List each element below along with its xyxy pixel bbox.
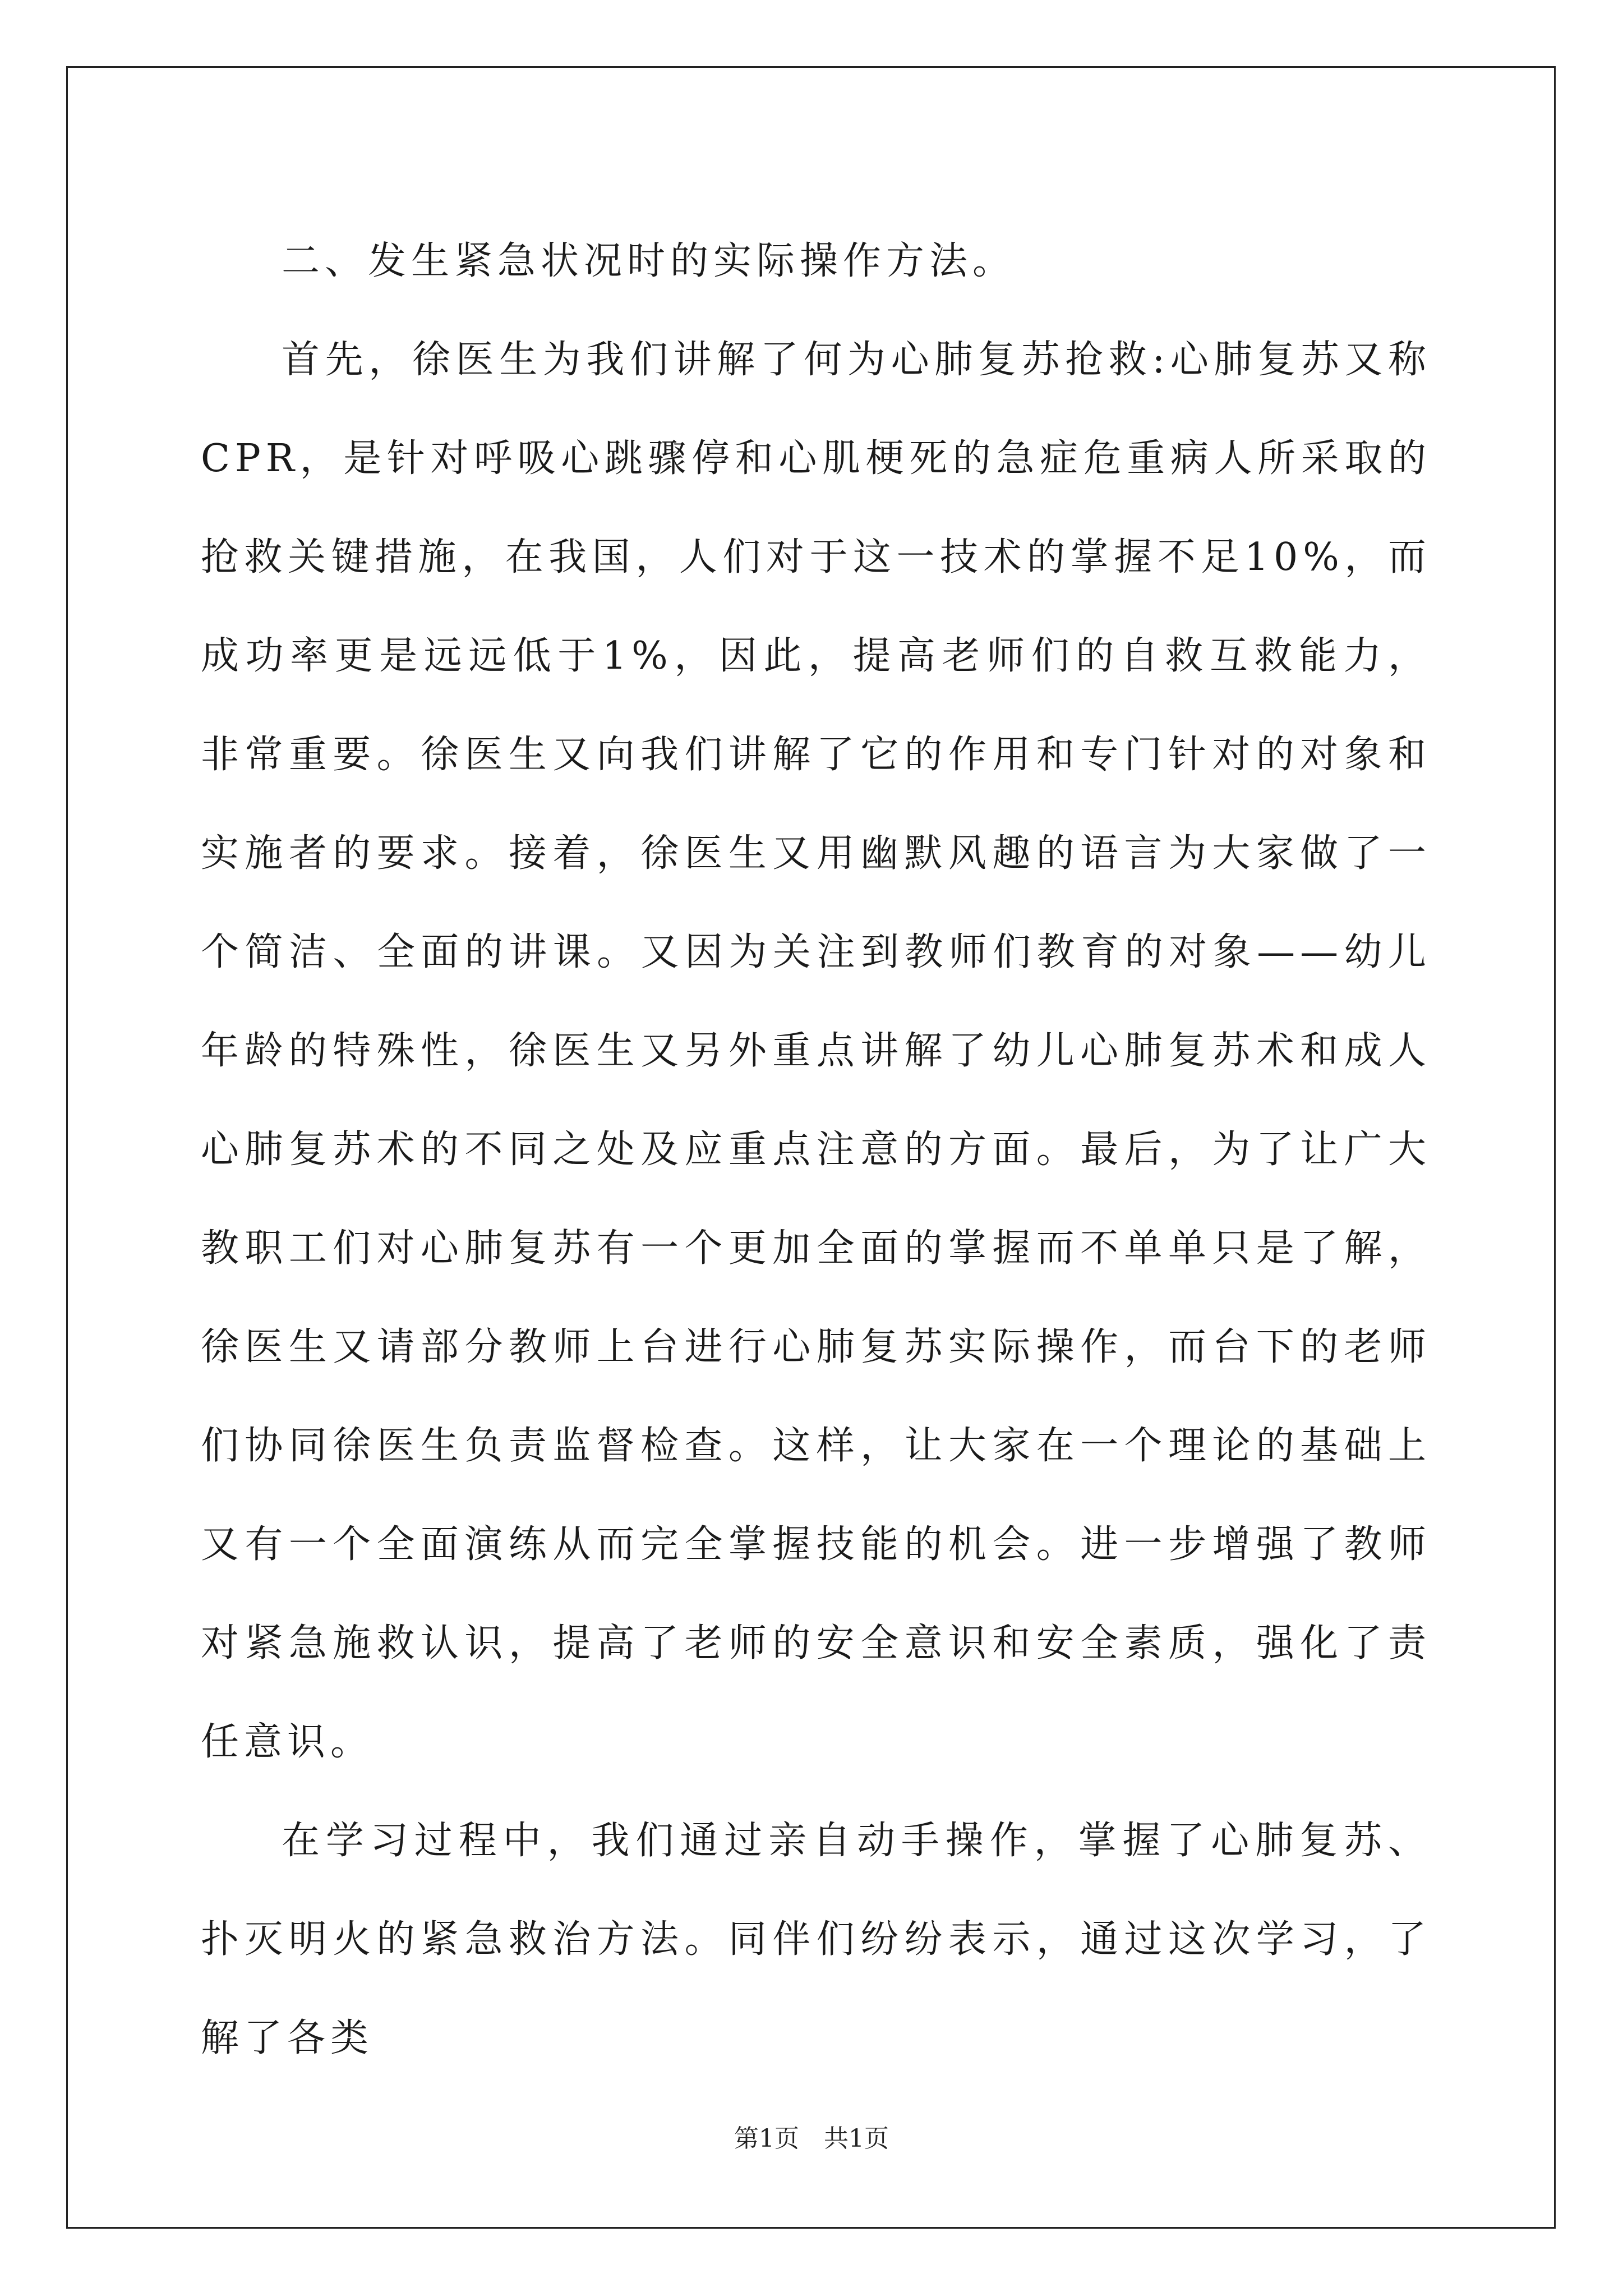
document-body bbox=[201, 212, 1431, 2088]
paragraph-2: 首先，徐医生为我们讲解了何为心肺复苏抢救:心肺复苏又称CPR，是针对呼吸心跳骤停和心肌梗死的急症危重病人所采取的抢救关键措施，在我国，人们对于这一技术的掌握不足10%，而成功率更是远远低于1%，因此，提高老师们的自救互救能力，非常重要。徐医生又向我们讲解了它的作用和专门针对的对象和实施者的要求。接着，徐医生又用幽默风趣的语言为大家做了一个简洁、全面的讲课。又因为关注到教师们教育的对象——幼儿年龄的特殊性，徐医生又另外重点讲解了幼儿心肺复苏术和成人心肺复苏术的不同之处及应重点注意的方面。最后，为了让广大教职工们对心肺复苏有一个更加全面的掌握而不单单只是了解，徐医生又请部分教师上台进行心肺复苏实际操作，而台下的老师们协同徐医生负责监督检查。这样，让大家在一个理论的基础上又有一个全面演练从而完全掌握技能的机会。进一步增强了教师对紧急施救认识，提高了老师的安全意识和安全素质，强化了责任意识。 bbox=[201, 338, 1431, 1764]
paragraph-1: 二、发生紧急状况时的实际操作方法。 bbox=[282, 239, 1016, 283]
page-total: 共1页 bbox=[824, 2124, 889, 2153]
page-number: 第1页 bbox=[734, 2124, 799, 2153]
page-footer bbox=[0, 2122, 1623, 2156]
paragraph-3: 在学习过程中，我们通过亲自动手操作，掌握了心肺复苏、扑灭明火的紧急救治方法。同伴们纷纷表示，通过这次学习，了解了各类 bbox=[201, 1819, 1431, 2060]
